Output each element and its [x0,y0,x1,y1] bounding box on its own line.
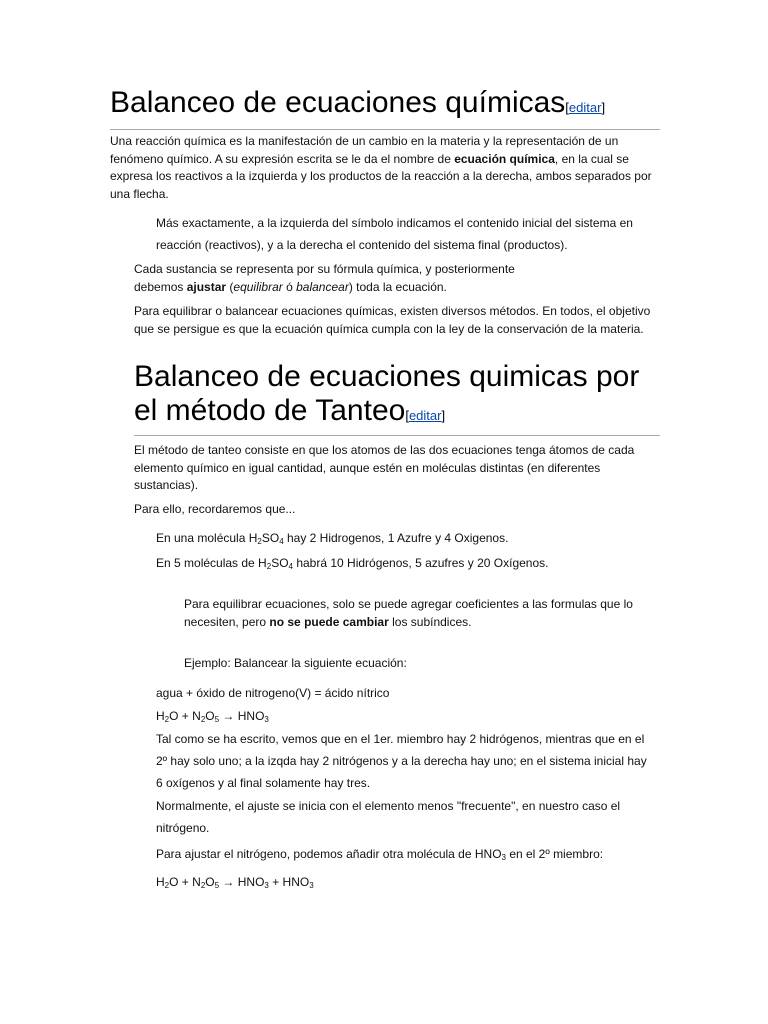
substance-paragraph [134,261,554,296]
sub-3: 3 [264,881,269,890]
edit-link-section1[interactable]: editar [568,100,602,115]
m2-text-c: habrá 10 Hidrógenos, 5 azufres y 20 Oxígenos. [292,556,549,570]
m2-text-a: En 5 moléculas de H [156,556,267,570]
eq1-o-plus-n: O + N [169,709,201,723]
sub-4: 4 [279,537,284,546]
section1-heading [110,84,660,130]
adjust-text-b: en el 2º miembro: [505,847,604,861]
explanation-paragraph: Tal como se ha escrito, vemos que en el 1er. miembro hay 2 hidrógenos, mientras que en el 2º hay solo uno; a la izqda hay 2 nitrógenos y a la derecha hay uno; en el sistema inicial hay 6 oxígenos y al final solamente hay tres. [156,732,647,790]
intro-paragraph [110,133,660,203]
eq1-o: O [205,709,215,723]
plus-sign: + [268,875,283,889]
sust-italic-2: balancear [296,279,349,294]
reaction-arrow: → [219,875,238,889]
edit-section1: [editar] [565,100,606,115]
sub-3: 3 [309,881,314,890]
molecule-line-2 [156,555,656,573]
eq2-o: O [205,875,215,889]
sub-2: 2 [257,537,262,546]
edit-link-section2[interactable]: editar [408,408,442,423]
recall-paragraph: Para ello, recordaremos que... [134,502,296,516]
note-bold: no se puede cambiar [269,614,389,629]
section2-heading [134,360,660,436]
sub-2: 2 [266,562,272,571]
note-text-a: Para equilibrar ecuaciones, solo se puede agregar coeficientes a las formulas que lo necesiten, pero [184,597,633,629]
quote-paragraph: Más exactamente, a la izquierda del símbolo indicamos el contenido inicial del sistema en reacción (reactivos), y a la derecha el contenido del sistema final (productos). [156,216,633,252]
adjust-text-a: Para ajustar el nitrógeno, podemos añadir otra molécula de HNO [156,847,502,861]
molecule-line-1 [156,530,656,548]
note-text-b: los subíndices. [388,614,472,629]
methods-paragraph: Para equilibrar o balancear ecuaciones químicas, existen diversos métodos. En todos, el objetivo que se persigue es que la ecuación química cumpla con la ley de la conservación de la materia. [134,304,651,336]
section2-title: Balanceo de ecuaciones quimicas por el método de Tanteo [134,360,640,427]
sub-2: 2 [200,881,206,890]
reaction-arrow: → [219,709,238,723]
example-line: Ejemplo: Balancear la siguiente ecuación: [184,656,407,670]
tanteo-paragraph: El método de tanteo consiste en que los atomos de las dos ecuaciones tenga átomos de cada elemento químico en igual cantidad, aunque estén en moléculas distintas (en diferentes sustancias). [134,443,635,492]
normal-paragraph: Normalmente, el ajuste se inicia con el elemento menos "frecuente", en nuestro caso el nitrógeno. [156,799,621,835]
eq2-hno-b: HNO [282,875,310,889]
eq2-hno-a: HNO [237,875,265,889]
sub-2: 2 [164,715,170,724]
m2-text-b: SO [271,556,289,570]
m1-text-a: En una molécula H [156,531,258,545]
sub-5: 5 [214,881,220,890]
eq2-h: H [156,875,165,889]
sub-4: 4 [288,562,293,571]
intro-text-b: , en la cual se expresa los reactivos a la izquierda y los productos de la reacción a la derecha, ambos separados por una flecha. [110,151,652,201]
eq1-h: H [156,709,165,723]
sub-2: 2 [164,881,170,890]
chemical-equation-1 [156,708,656,726]
eq2-o-plus-n: O + N [169,875,201,889]
chemical-equation-2 [156,874,656,892]
sub-3: 3 [501,853,506,862]
sust-text-c: ó [282,279,297,294]
m1-text-b: SO [261,531,280,545]
word-equation: agua + óxido de nitrogeno(V) = ácido nítrico [156,686,390,700]
sub-3: 3 [264,715,269,724]
sub-5: 5 [214,715,220,724]
sust-text-b: ( [226,279,234,294]
eq1-hno: HNO [237,709,265,723]
intro-text-a: Una reacción química es la manifestación de un cambio en la materia y la representación de un fenómeno químico. A su expresión escrita se le da el nombre de [110,134,619,166]
section1-title: Balanceo de ecuaciones químicas [110,86,566,119]
sust-bold: ajustar [186,279,227,294]
subscript-note [184,596,654,631]
adjust-paragraph [156,846,656,864]
sust-text-d: ) toda la ecuación. [348,279,447,294]
edit-section2: [editar] [405,408,446,423]
sust-text-a: Cada sustancia se representa por su fórmula química, y posteriormente debemos [134,262,515,294]
m1-text-c: hay 2 Hidrogenos, 1 Azufre y 4 Oxigenos. [283,531,509,545]
sust-italic-1: equilibrar [233,279,283,294]
intro-bold: ecuación química [454,151,555,166]
sub-2: 2 [200,715,206,724]
